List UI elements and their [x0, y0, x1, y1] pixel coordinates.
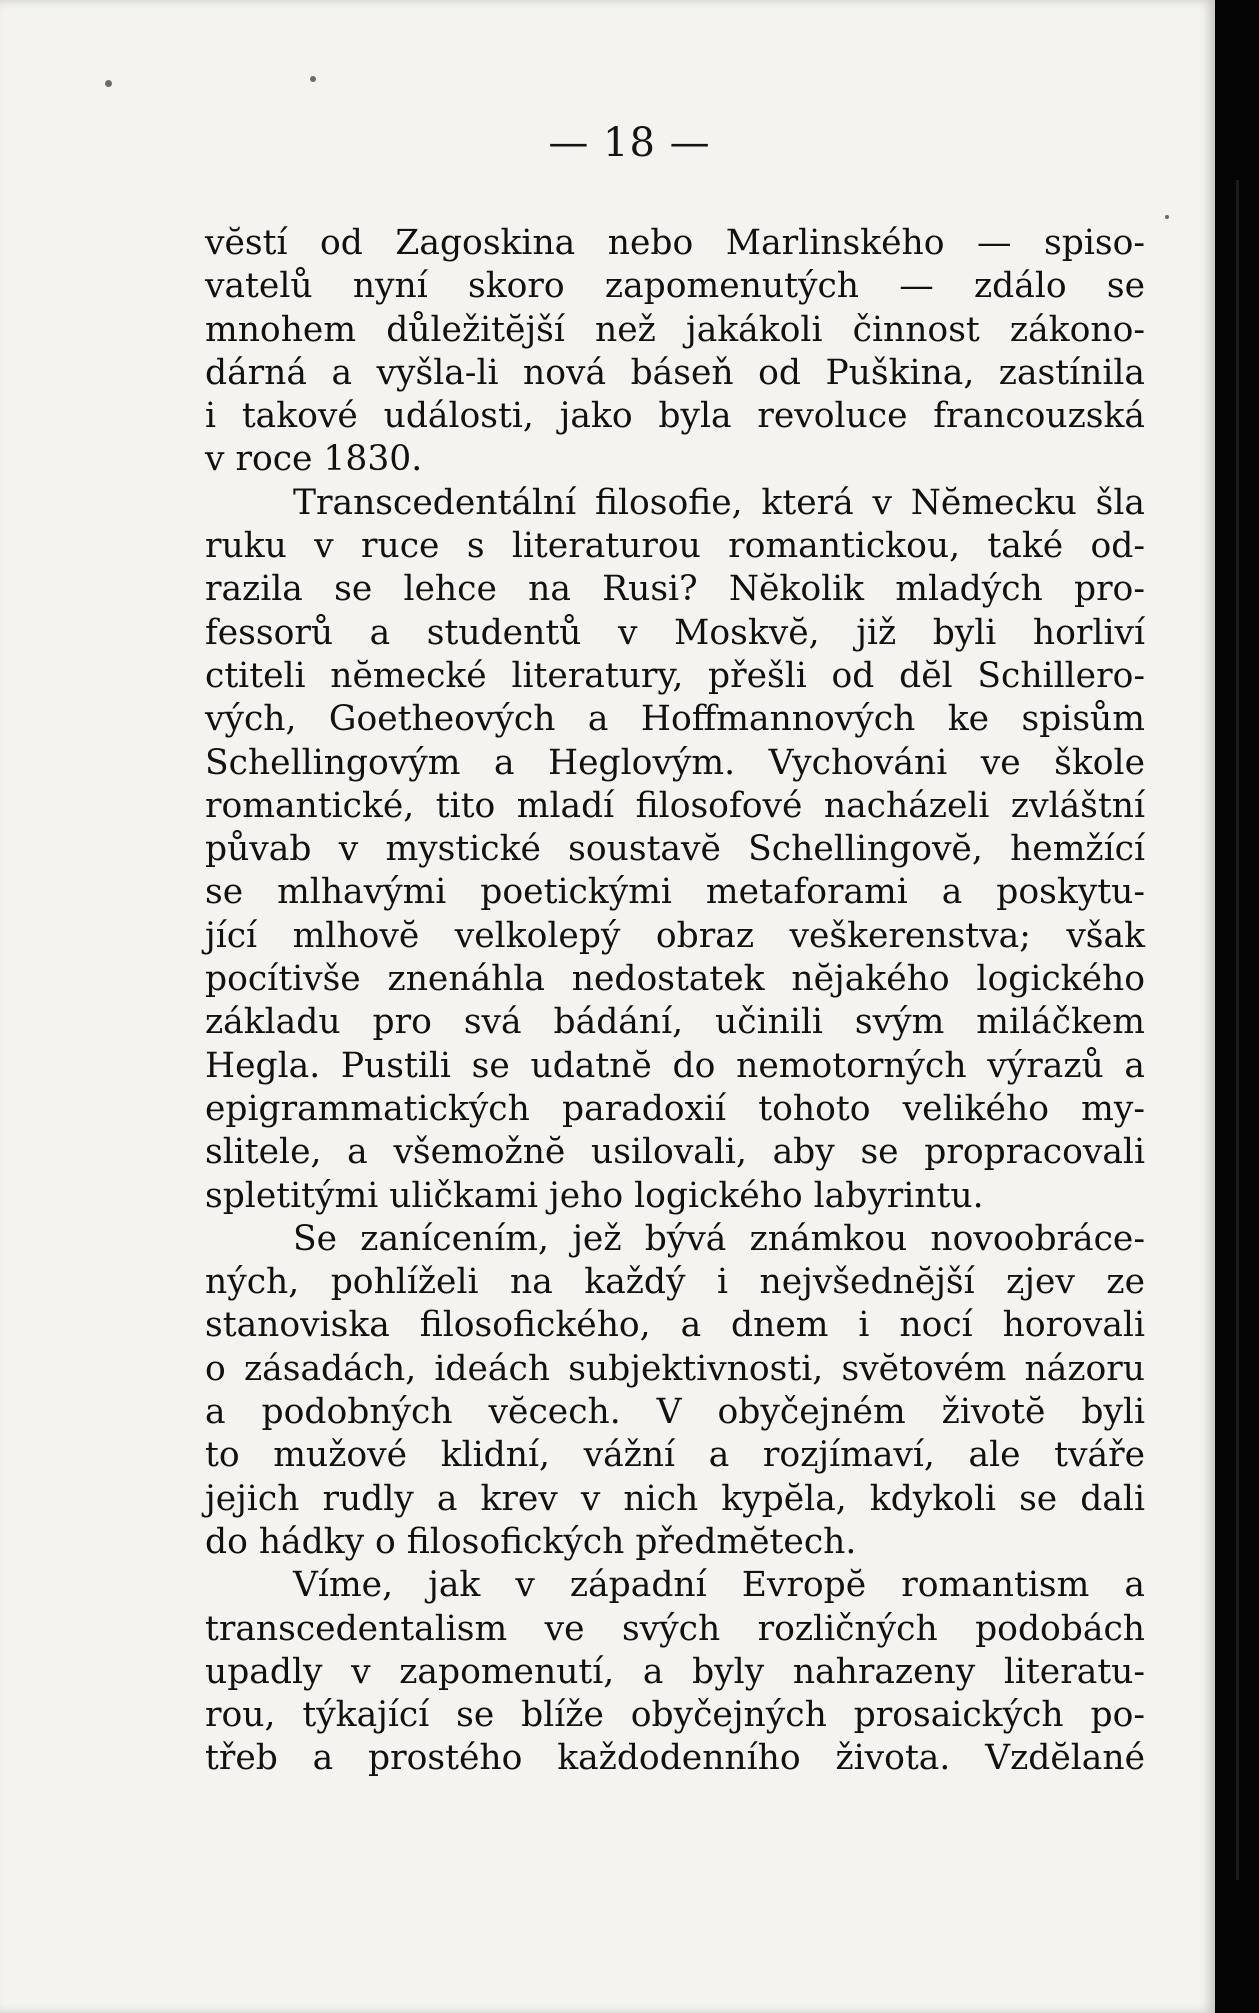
text-line: pocítivše znenáhla nedostatek nĕjakého logického	[205, 959, 1145, 1000]
text-line: ných, pohlíželi na každý i nejvšednĕjší zjev ze	[205, 1262, 1145, 1303]
text-line: o zásadách, ideách subjektivnosti, svĕtovém názoru	[205, 1348, 1145, 1389]
text-line: jící mlhovĕ velkolepý obraz veškerenstva; však	[205, 915, 1145, 956]
text-line: Víme, jak v západní Evropĕ romantism a	[293, 1565, 1145, 1606]
text-line: vatelů nyní skoro zapomenutých — zdálo se	[205, 266, 1145, 307]
paper-speck	[1165, 215, 1169, 219]
text-line: dárná a vyšla-li nová báseň od Puškina, zastínila	[205, 352, 1145, 393]
text-line: transcedentalism ve svých rozličných podobách	[205, 1608, 1145, 1649]
text-line: upadly v zapomenutí, a byly nahrazeny literatu-	[205, 1651, 1145, 1692]
text-line: půvab v mystické soustavĕ Schellingovĕ, hemžící	[205, 829, 1145, 870]
text-line: vĕstí od Zagoskina nebo Marlinského — spiso-	[205, 223, 1145, 263]
text-line: fessorů a studentů v Moskvĕ, již byli horliví	[205, 612, 1145, 653]
text-line: Transcedentální filosofie, která v Nĕmecku šla	[293, 482, 1145, 523]
text-line: i takové události, jako byla revoluce francouzská	[205, 396, 1145, 437]
text-line: Hegla. Pustili se udatnĕ do nemotorných výrazů a	[205, 1045, 1145, 1086]
text-line: mnohem důležitĕjší než jakákoli činnost zákono-	[205, 309, 1145, 350]
text-line: razila se lehce na Rusi? Nĕkolik mladých pro-	[205, 569, 1145, 610]
page-number: — 18 —	[548, 120, 711, 166]
text-line: ctiteli nĕmecké literatury, přešli od dĕl Schillero-	[205, 655, 1145, 696]
body-text	[205, 222, 1145, 1781]
text-line: to mužové klidní, vážní a rozjímaví, ale tváře	[205, 1435, 1145, 1476]
text-line: slitele, a všemožnĕ usilovali, aby se propracovali	[205, 1132, 1145, 1173]
text-line: Schellingovým a Heglovým. Vychováni ve škole	[205, 742, 1145, 783]
text-line: se mlhavými poetickými metaforami a poskytu-	[205, 872, 1145, 913]
text-line: třeb a prostého každodenního života. Vzdĕlané	[205, 1738, 1145, 1779]
scan-border-line	[1236, 180, 1239, 1880]
text-line: rou, týkající se blíže obyčejných prosaických po-	[205, 1695, 1145, 1736]
text-line: jejich rudly a krev v nich kypĕla, kdykoli se dali	[205, 1478, 1145, 1519]
text-line: spletitými uličkami jeho logického labyrintu.	[205, 1175, 984, 1216]
text-line: do hádky o filosofických předmĕtech.	[205, 1521, 857, 1562]
paper-speck	[105, 80, 112, 87]
text-line: základu pro svá bádání, učinili svým miláčkem	[205, 1002, 1145, 1043]
paper-speck	[310, 76, 316, 82]
text-line: stanoviska filosofického, a dnem i nocí horovali	[205, 1305, 1145, 1346]
text-line: romantické, tito mladí filosofové nacházeli zvláštní	[205, 785, 1145, 826]
text-line: epigrammatických paradoxií tohoto velikého my-	[205, 1088, 1145, 1129]
text-line: v roce 1830.	[205, 439, 423, 480]
text-line: Se zanícením, jež bývá známkou novoobráce-	[293, 1218, 1145, 1259]
text-line: vých, Goetheových a Hoffmannových ke spisům	[205, 699, 1145, 740]
text-line: a podobných vĕcech. V obyčejném životĕ byli	[205, 1392, 1145, 1433]
text-line: ruku v ruce s literaturou romantickou, také od-	[205, 526, 1145, 567]
